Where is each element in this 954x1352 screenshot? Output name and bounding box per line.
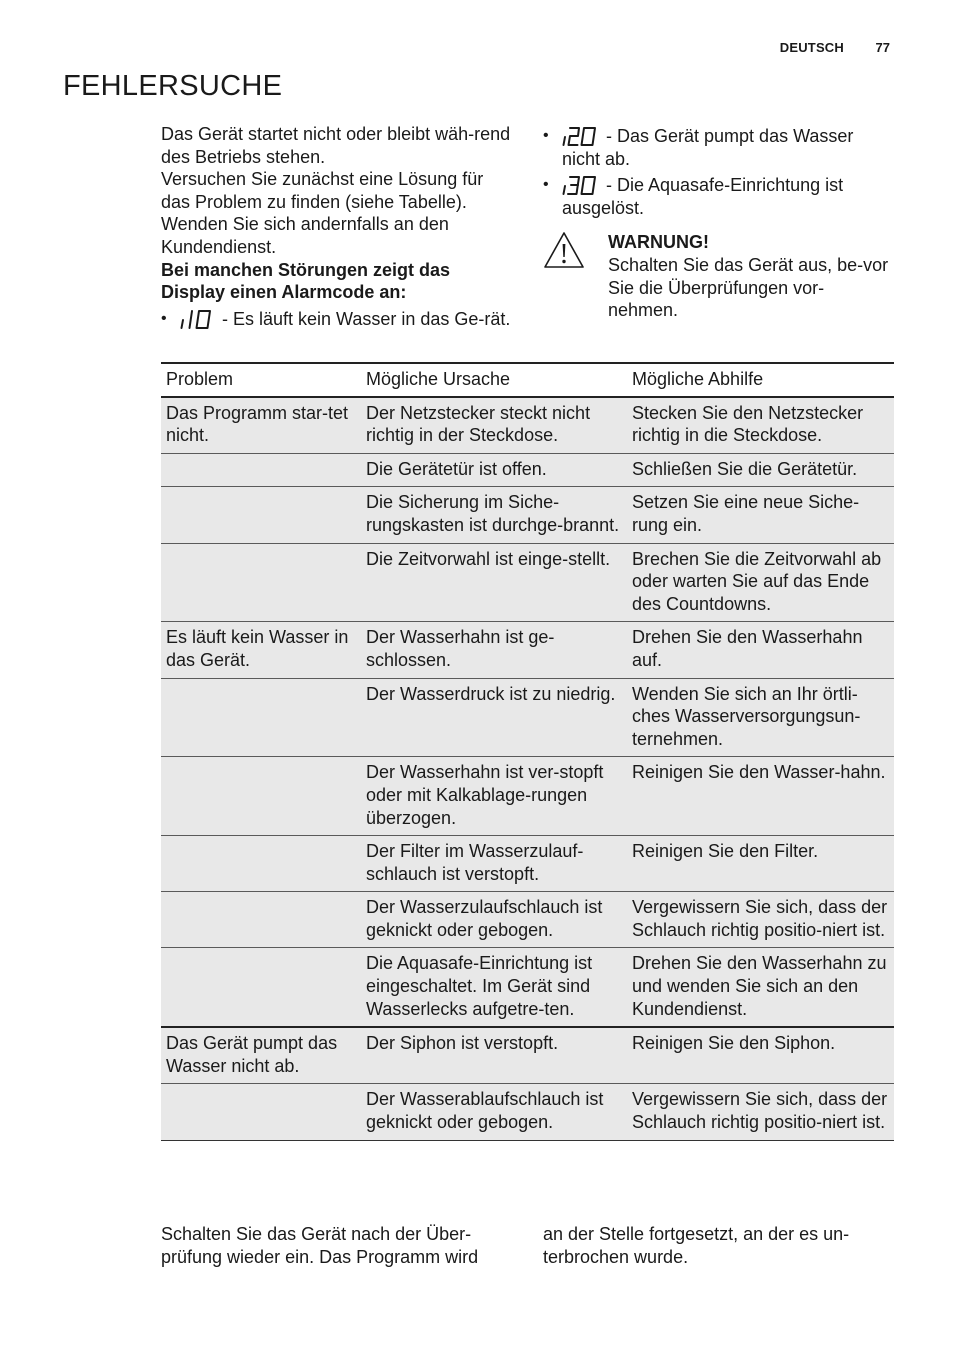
warning-box	[543, 231, 893, 321]
bullet-icon: •	[543, 127, 549, 144]
alarm-code-intro: Bei manchen Störungen zeigt das Display einen Alarmcode an:	[161, 259, 451, 303]
table-row	[161, 1084, 894, 1140]
cell-remedy: Reinigen Sie den Wasser-hahn.	[627, 757, 894, 836]
bullet-icon: •	[161, 309, 167, 327]
cell-cause: Der Siphon ist verstopft.	[361, 1027, 627, 1084]
table-row	[161, 1027, 894, 1084]
cell-remedy: Brechen Sie die Zeitvorwahl ab oder warten Sie auf das Ende des Countdowns.	[627, 543, 894, 622]
intro-instructions: Versuchen Sie zunächst eine Lösung für das Problem zu finden (siehe Tabelle). Wenden Sie sich andernfalls an den Kundendienst.	[161, 169, 484, 257]
alarm-item-i20	[543, 125, 893, 170]
cell-cause: Der Wasserhahn ist ge-schlossen.	[361, 622, 627, 678]
cell-problem	[161, 836, 361, 892]
cell-problem: Das Gerät pumpt das Wasser nicht ab.	[161, 1027, 361, 1084]
cell-cause: Die Gerätetür ist offen.	[361, 453, 627, 487]
alarm-list-left	[161, 308, 516, 331]
cell-problem	[161, 1084, 361, 1140]
cell-problem	[161, 678, 361, 757]
table-row	[161, 622, 894, 678]
table-header-row	[161, 363, 894, 397]
cell-cause: Die Aquasafe-Einrichtung ist eingeschaltet. Im Gerät sind Wasserlecks aufgetre-ten.	[361, 948, 627, 1027]
footer-text-left: Schalten Sie das Gerät nach der Über-prüfung wieder ein. Das Programm wird	[161, 1224, 479, 1267]
alarm-code-i10-icon	[180, 308, 214, 330]
warning-title: WARNUNG!	[608, 232, 709, 253]
cell-problem: Es läuft kein Wasser in das Gerät.	[161, 622, 361, 678]
table-row	[161, 543, 894, 622]
alarm-warning-column	[543, 125, 893, 322]
bullet-icon: •	[543, 176, 549, 194]
cell-problem: Das Programm star-tet nicht.	[161, 397, 361, 454]
page-title: FEHLERSUCHE	[63, 70, 283, 102]
alarm-code-i20-icon	[562, 125, 598, 147]
table-row	[161, 892, 894, 948]
alarm-text-i20: - Das Gerät pumpt das Wasser nicht ab.	[562, 126, 854, 169]
cell-problem	[161, 948, 361, 1027]
cell-problem	[161, 543, 361, 622]
cell-remedy: Drehen Sie den Wasserhahn zu und wenden Sie sich an den Kundendienst.	[627, 948, 894, 1027]
cell-problem	[161, 453, 361, 487]
cell-remedy: Drehen Sie den Wasserhahn auf.	[627, 622, 894, 678]
cell-cause: Der Wasserdruck ist zu niedrig.	[361, 678, 627, 757]
header-cause: Mögliche Ursache	[361, 363, 627, 397]
table-row	[161, 453, 894, 487]
footer-text-right: an der Stelle fortgesetzt, an der es un-terbrochen wurde.	[543, 1224, 850, 1267]
cell-cause: Der Filter im Wasserzulauf-schlauch ist verstopft.	[361, 836, 627, 892]
table-row	[161, 397, 894, 454]
alarm-item-i10	[161, 308, 516, 331]
header-problem: Problem	[161, 363, 361, 397]
table-row	[161, 836, 894, 892]
table-row	[161, 757, 894, 836]
cell-remedy: Reinigen Sie den Filter.	[627, 836, 894, 892]
cell-cause: Die Zeitvorwahl ist einge-stellt.	[361, 543, 627, 622]
table-row	[161, 948, 894, 1027]
header-language: DEUTSCH	[779, 40, 844, 55]
intro-paragraph: Das Gerät startet nicht oder bleibt wäh-rend des Betriebs stehen.	[161, 124, 511, 167]
table-row	[161, 487, 894, 543]
alarm-code-i30-icon	[562, 174, 598, 196]
header-remedy: Mögliche Abhilfe	[627, 363, 894, 397]
cell-problem	[161, 487, 361, 543]
cell-remedy: Stecken Sie den Netzstecker richtig in die Steckdose.	[627, 397, 894, 454]
alarm-item-i30	[543, 174, 893, 219]
cell-remedy: Schließen Sie die Gerätetür.	[627, 453, 894, 487]
troubleshooting-table	[161, 362, 894, 1141]
alarm-text-i30: - Die Aquasafe-Einrichtung ist ausgelöst.	[562, 175, 844, 218]
cell-cause: Der Wasserzulaufschlauch ist geknickt oder gebogen.	[361, 892, 627, 948]
alarm-list-right	[543, 125, 893, 219]
cell-cause: Die Sicherung im Siche-rungskasten ist durchge-brannt.	[361, 487, 627, 543]
cell-remedy: Vergewissern Sie sich, dass der Schlauch richtig positio-niert ist.	[627, 892, 894, 948]
cell-remedy: Setzen Sie eine neue Siche-rung ein.	[627, 487, 894, 543]
cell-problem	[161, 892, 361, 948]
cell-problem	[161, 757, 361, 836]
cell-remedy: Reinigen Sie den Siphon.	[627, 1027, 894, 1084]
table-row	[161, 678, 894, 757]
cell-remedy: Vergewissern Sie sich, dass der Schlauch richtig positio-niert ist.	[627, 1084, 894, 1140]
cell-cause: Der Wasserhahn ist ver-stopft oder mit Kalkablage-rungen überzogen.	[361, 757, 627, 836]
intro-column	[161, 123, 516, 334]
cell-cause: Der Netzstecker steckt nicht richtig in der Steckdose.	[361, 397, 627, 454]
warning-text: Schalten Sie das Gerät aus, be-vor Sie die Überprüfungen vor-nehmen.	[608, 254, 889, 321]
cell-remedy: Wenden Sie sich an Ihr örtli-ches Wasserversorgungsun-ternehmen.	[627, 678, 894, 757]
cell-cause: Der Wasserablaufschlauch ist geknickt oder gebogen.	[361, 1084, 627, 1140]
warning-triangle-icon	[543, 231, 585, 275]
alarm-text-i10: - Es läuft kein Wasser in das Ge-rät.	[217, 308, 511, 329]
page-number: 77	[875, 40, 890, 55]
